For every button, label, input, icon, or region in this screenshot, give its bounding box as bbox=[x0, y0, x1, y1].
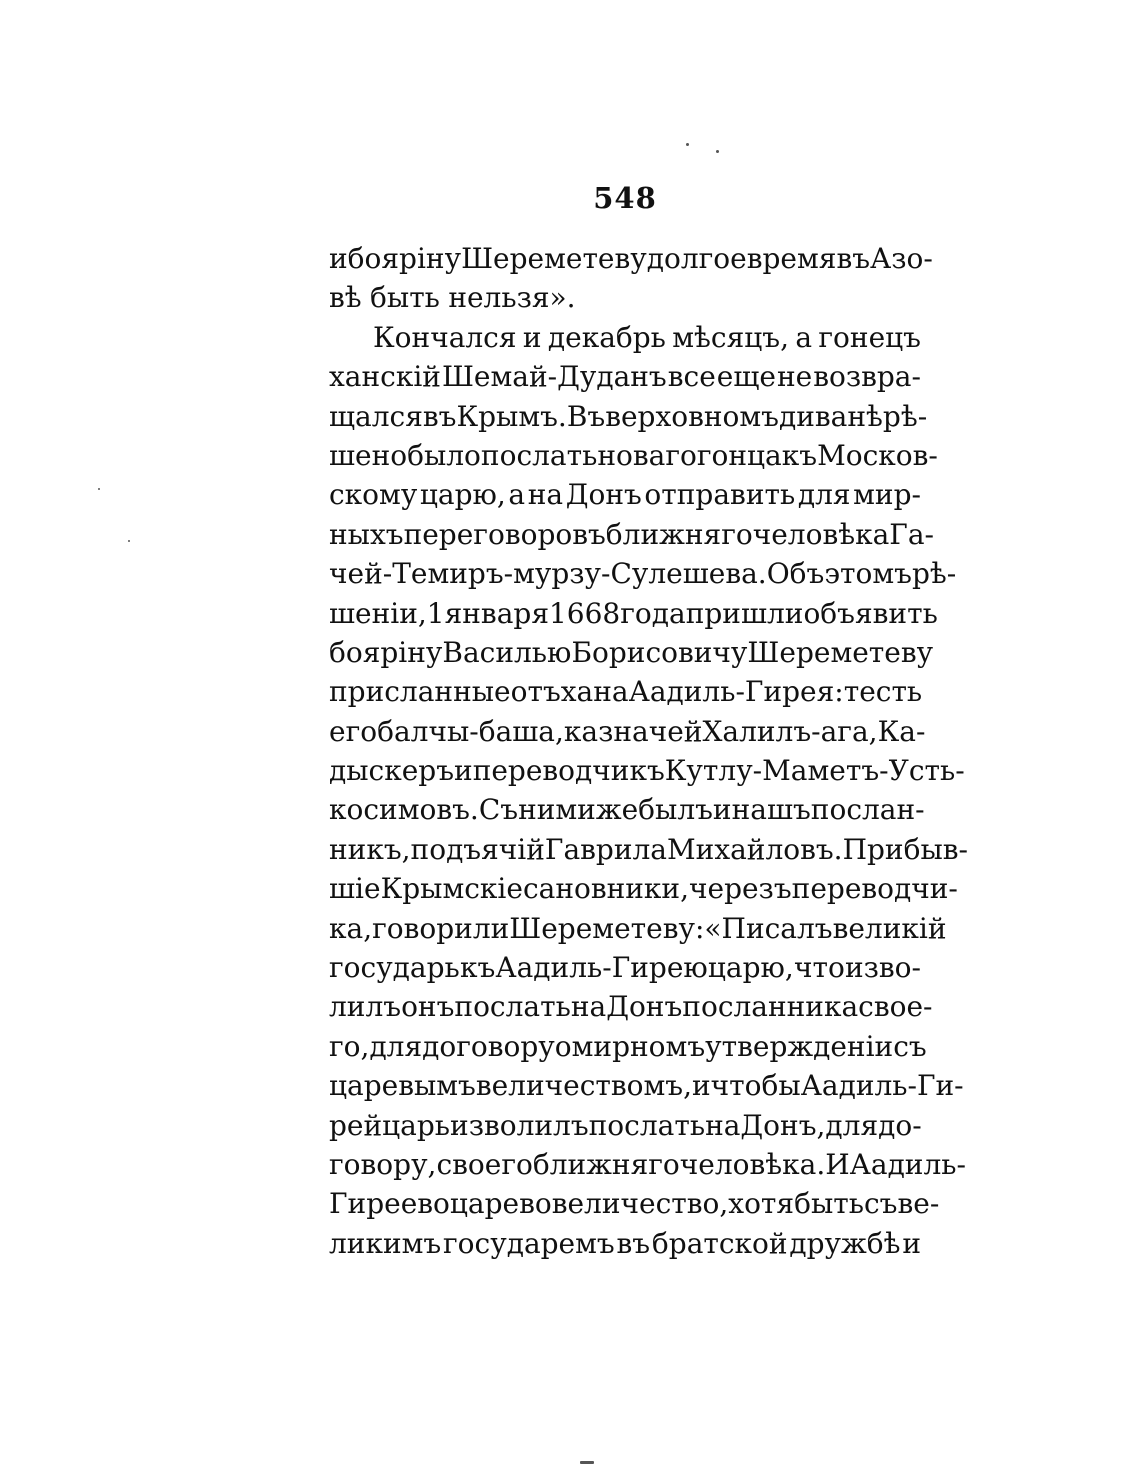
text-line: чей-Темиръ-мурзу-Сулешева. Объ этомъ рѣ- bbox=[329, 557, 957, 591]
text-line: вѣ быть нельзя». bbox=[329, 281, 576, 315]
text-line: Кончался и декабрь мѣсяцъ, а гонецъ bbox=[373, 320, 921, 354]
text-line: ликимъ государемъ въ братской дружбѣ и bbox=[329, 1226, 921, 1260]
text-line: ханскій Шемай-Дуданъ все еще не возвра- bbox=[329, 360, 921, 394]
text-line: его балчы-баша, казначей Халилъ-ага, Ка- bbox=[329, 714, 926, 748]
body-text bbox=[329, 239, 968, 1263]
text-line: ка, говорили Шереметеву: «Писалъ великій bbox=[329, 911, 947, 945]
text-line: присланные отъ хана Аадиль-Гирея: тесть bbox=[329, 675, 923, 709]
text-line: рей царь изволилъ послать на Донъ, для до- bbox=[329, 1108, 922, 1142]
text-line: никъ, подъячій Гаврила Михайловъ. Прибыв- bbox=[329, 832, 968, 866]
scan-speck bbox=[98, 488, 100, 490]
scan-speck bbox=[580, 1461, 594, 1464]
text-line: лилъ онъ послать на Донъ посланника свое- bbox=[329, 990, 933, 1024]
text-line: дыскеръ и переводчикъ Кутлу-Маметъ-Усть- bbox=[329, 754, 965, 788]
scan-speck bbox=[128, 540, 130, 542]
text-line: косимовъ. Съ ними же былъ и нашъ послан- bbox=[329, 793, 925, 827]
text-line: царевымъ величествомъ, и чтобы Аадиль-Ги- bbox=[329, 1069, 964, 1103]
text-line: и бояріну Шереметеву долгое время въ Азо- bbox=[329, 242, 933, 275]
text-line: ныхъ переговоровъ ближняго человѣка Га- bbox=[329, 517, 934, 551]
page-number: 548 bbox=[593, 181, 657, 215]
text-line: шіе Крымскіе сановники, черезъ переводчи- bbox=[329, 872, 958, 906]
text-line: скому царю, а на Донъ отправить для мир- bbox=[329, 478, 921, 512]
text-line: шено было послать новаго гонца къ Москов- bbox=[329, 438, 938, 472]
text-line: шеніи, 1 января 1668 года пришли объявить bbox=[329, 596, 938, 630]
text-line: государь къ Аадиль-Гирею царю, что изво- bbox=[329, 951, 921, 985]
text-line: говору, своего ближняго человѣка. И Аадиль- bbox=[329, 1147, 966, 1181]
text-line: го, для договору о мирномъ утвержденіи съ bbox=[329, 1029, 927, 1063]
scan-speck bbox=[686, 143, 689, 146]
scan-speck bbox=[716, 150, 719, 153]
text-line: бояріну Василью Борисовичу Шереметеву bbox=[329, 635, 934, 669]
text-line: Гиреево царево величество, хотя быть съ ве- bbox=[329, 1187, 940, 1221]
text-line: щался въ Крымъ. Въ верховномъ диванѣ рѣ- bbox=[329, 399, 928, 433]
